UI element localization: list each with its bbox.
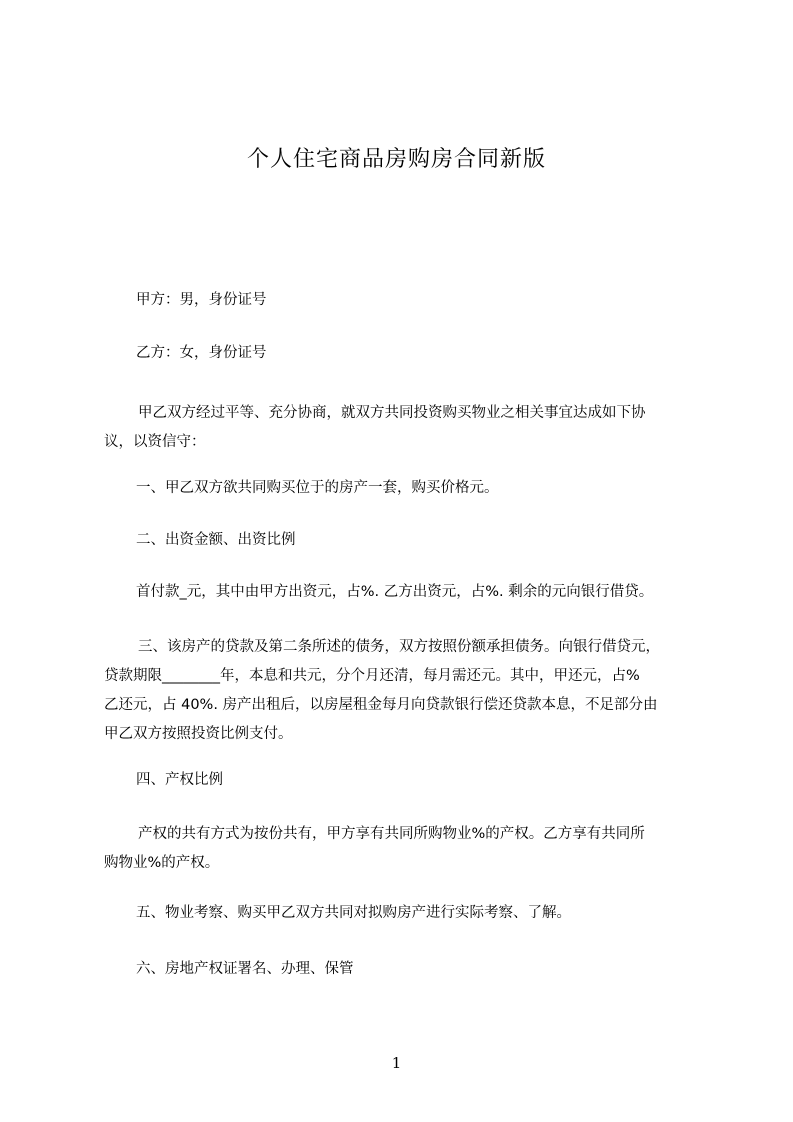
preamble-paragraph xyxy=(104,399,702,457)
clause-3-line-2: 贷款期限________年，本息和共元，分个月还清，每月需还元。其中，甲还元，占% xyxy=(104,668,640,684)
clause-3-line-4: 甲乙双方按照投资比例支付。 xyxy=(104,726,293,742)
clause-3-paragraph xyxy=(104,633,702,749)
clause-3-line-1: 三、该房产的贷款及第二条所述的债务，双方按照份额承担债务。向银行借贷元， xyxy=(138,639,660,655)
clause-2-heading: 二、出资金额、出资比例 xyxy=(136,532,296,548)
page-number: 1 xyxy=(391,1054,402,1072)
clause-4-line-1: 产权的共有方式为按份共有，甲方享有共同所购物业%的产权。乙方享有共同所 xyxy=(138,826,645,842)
clause-5: 五、物业考察、购买甲乙双方共同对拟购房产进行实际考察、了解。 xyxy=(136,905,571,921)
clause-1: 一、甲乙双方欲共同购买位于的房产一套，购买价格元。 xyxy=(136,480,499,496)
document-title: 个人住宅商品房购房合同新版 xyxy=(246,147,546,172)
clause-4-paragraph xyxy=(104,820,702,878)
preamble-line-2: 议，以资信守： xyxy=(104,434,206,450)
clause-3-line-3: 乙还元，占 40%. 房产出租后，以房屋租金每月向贷款银行偿还贷款本息，不足部分由 xyxy=(104,697,658,713)
clause-4-heading: 四、产权比例 xyxy=(136,772,223,788)
party-a-line: 甲方：男，身份证号 xyxy=(136,292,267,308)
party-b-line: 乙方：女，身份证号 xyxy=(136,345,267,361)
clause-6-heading: 六、房地产权证署名、办理、保管 xyxy=(136,961,354,977)
preamble-line-1: 甲乙双方经过平等、充分协商，就双方共同投资购买物业之相关事宜达成如下协 xyxy=(138,405,646,421)
clause-2-body: 首付款_元，其中由甲方出资元，占%. 乙方出资元，占%. 剩余的元向银行借贷。 xyxy=(136,584,654,600)
clause-4-line-2: 购物业%的产权。 xyxy=(104,855,220,871)
